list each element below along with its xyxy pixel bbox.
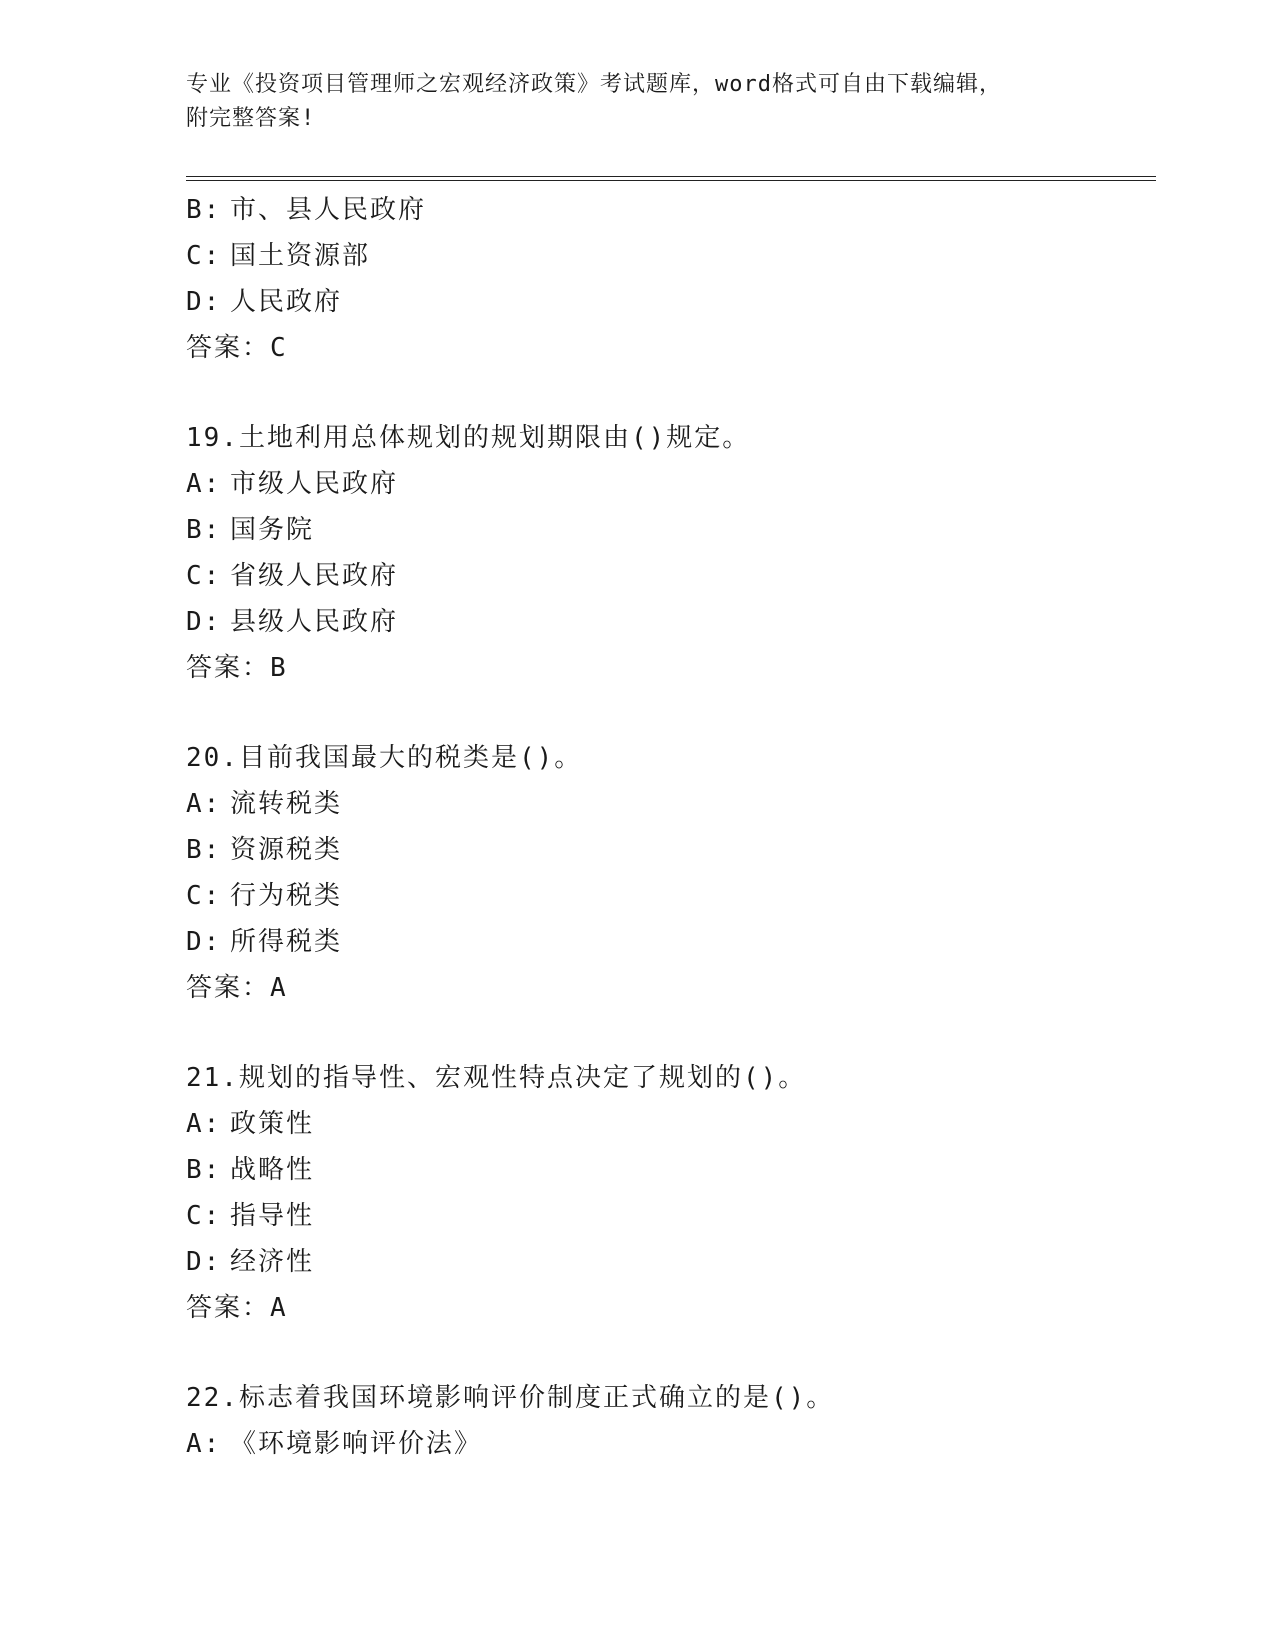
option-text: 经济性 [230,1247,315,1277]
question-21 [186,1055,1156,1331]
option-letter: C: [186,241,222,271]
option-letter: D: [186,607,222,637]
option-b [186,507,1156,553]
option-text: 战略性 [230,1155,315,1185]
document-page [186,68,1156,1467]
option-letter: C: [186,561,222,591]
answer: 答案：A [186,973,288,1003]
option-c [186,553,1156,599]
option-c [186,1193,1156,1239]
option-letter: D: [186,927,222,957]
option-letter: B: [186,195,222,225]
header-line-2: 附完整答案! [186,106,316,131]
option-letter: B: [186,1155,222,1185]
option-text: 流转税类 [230,789,343,819]
option-letter: C: [186,1201,222,1231]
option-text: 国务院 [230,515,315,545]
question-fragment [186,187,1156,371]
question-22 [186,1375,1156,1467]
option-letter: B: [186,835,222,865]
option-d [186,279,1156,325]
option-text: 《环境影响评价法》 [230,1429,483,1459]
question-title: 19.土地利用总体规划的规划期限由()规定。 [186,423,751,453]
document-header [186,68,1156,136]
option-text: 国土资源部 [230,241,371,271]
option-b [186,827,1156,873]
option-letter: A: [186,469,222,499]
option-text: 政策性 [230,1109,315,1139]
spacer [186,1011,1156,1055]
option-c [186,233,1156,279]
option-letter: C: [186,881,222,911]
option-text: 省级人民政府 [230,561,399,591]
option-letter: A: [186,1429,222,1459]
option-a [186,461,1156,507]
option-text: 人民政府 [230,287,343,317]
option-d [186,919,1156,965]
question-title: 21.规划的指导性、宏观性特点决定了规划的()。 [186,1063,807,1093]
spacer [186,1331,1156,1375]
spacer [186,691,1156,735]
question-20 [186,735,1156,1011]
option-d [186,599,1156,645]
option-text: 行为税类 [230,881,343,911]
header-line-1: 专业《投资项目管理师之宏观经济政策》考试题库，word格式可自由下载编辑， [186,72,1002,97]
question-title: 20.目前我国最大的税类是()。 [186,743,583,773]
option-b [186,187,1156,233]
option-b [186,1147,1156,1193]
option-letter: B: [186,515,222,545]
question-19 [186,415,1156,691]
option-text: 县级人民政府 [230,607,399,637]
option-letter: D: [186,1247,222,1277]
answer: 答案：B [186,653,288,683]
header-divider [186,176,1156,181]
question-list [186,187,1156,1467]
option-letter: A: [186,789,222,819]
option-a [186,1101,1156,1147]
option-text: 指导性 [230,1201,315,1231]
spacer [186,371,1156,415]
question-title: 22.标志着我国环境影响评价制度正式确立的是()。 [186,1383,835,1413]
option-a [186,781,1156,827]
answer: 答案：C [186,333,288,363]
option-d [186,1239,1156,1285]
option-text: 市、县人民政府 [230,195,427,225]
option-c [186,873,1156,919]
option-a [186,1421,1156,1467]
option-letter: A: [186,1109,222,1139]
answer: 答案：A [186,1293,288,1323]
option-text: 资源税类 [230,835,343,865]
option-text: 所得税类 [230,927,343,957]
option-letter: D: [186,287,222,317]
option-text: 市级人民政府 [230,469,399,499]
